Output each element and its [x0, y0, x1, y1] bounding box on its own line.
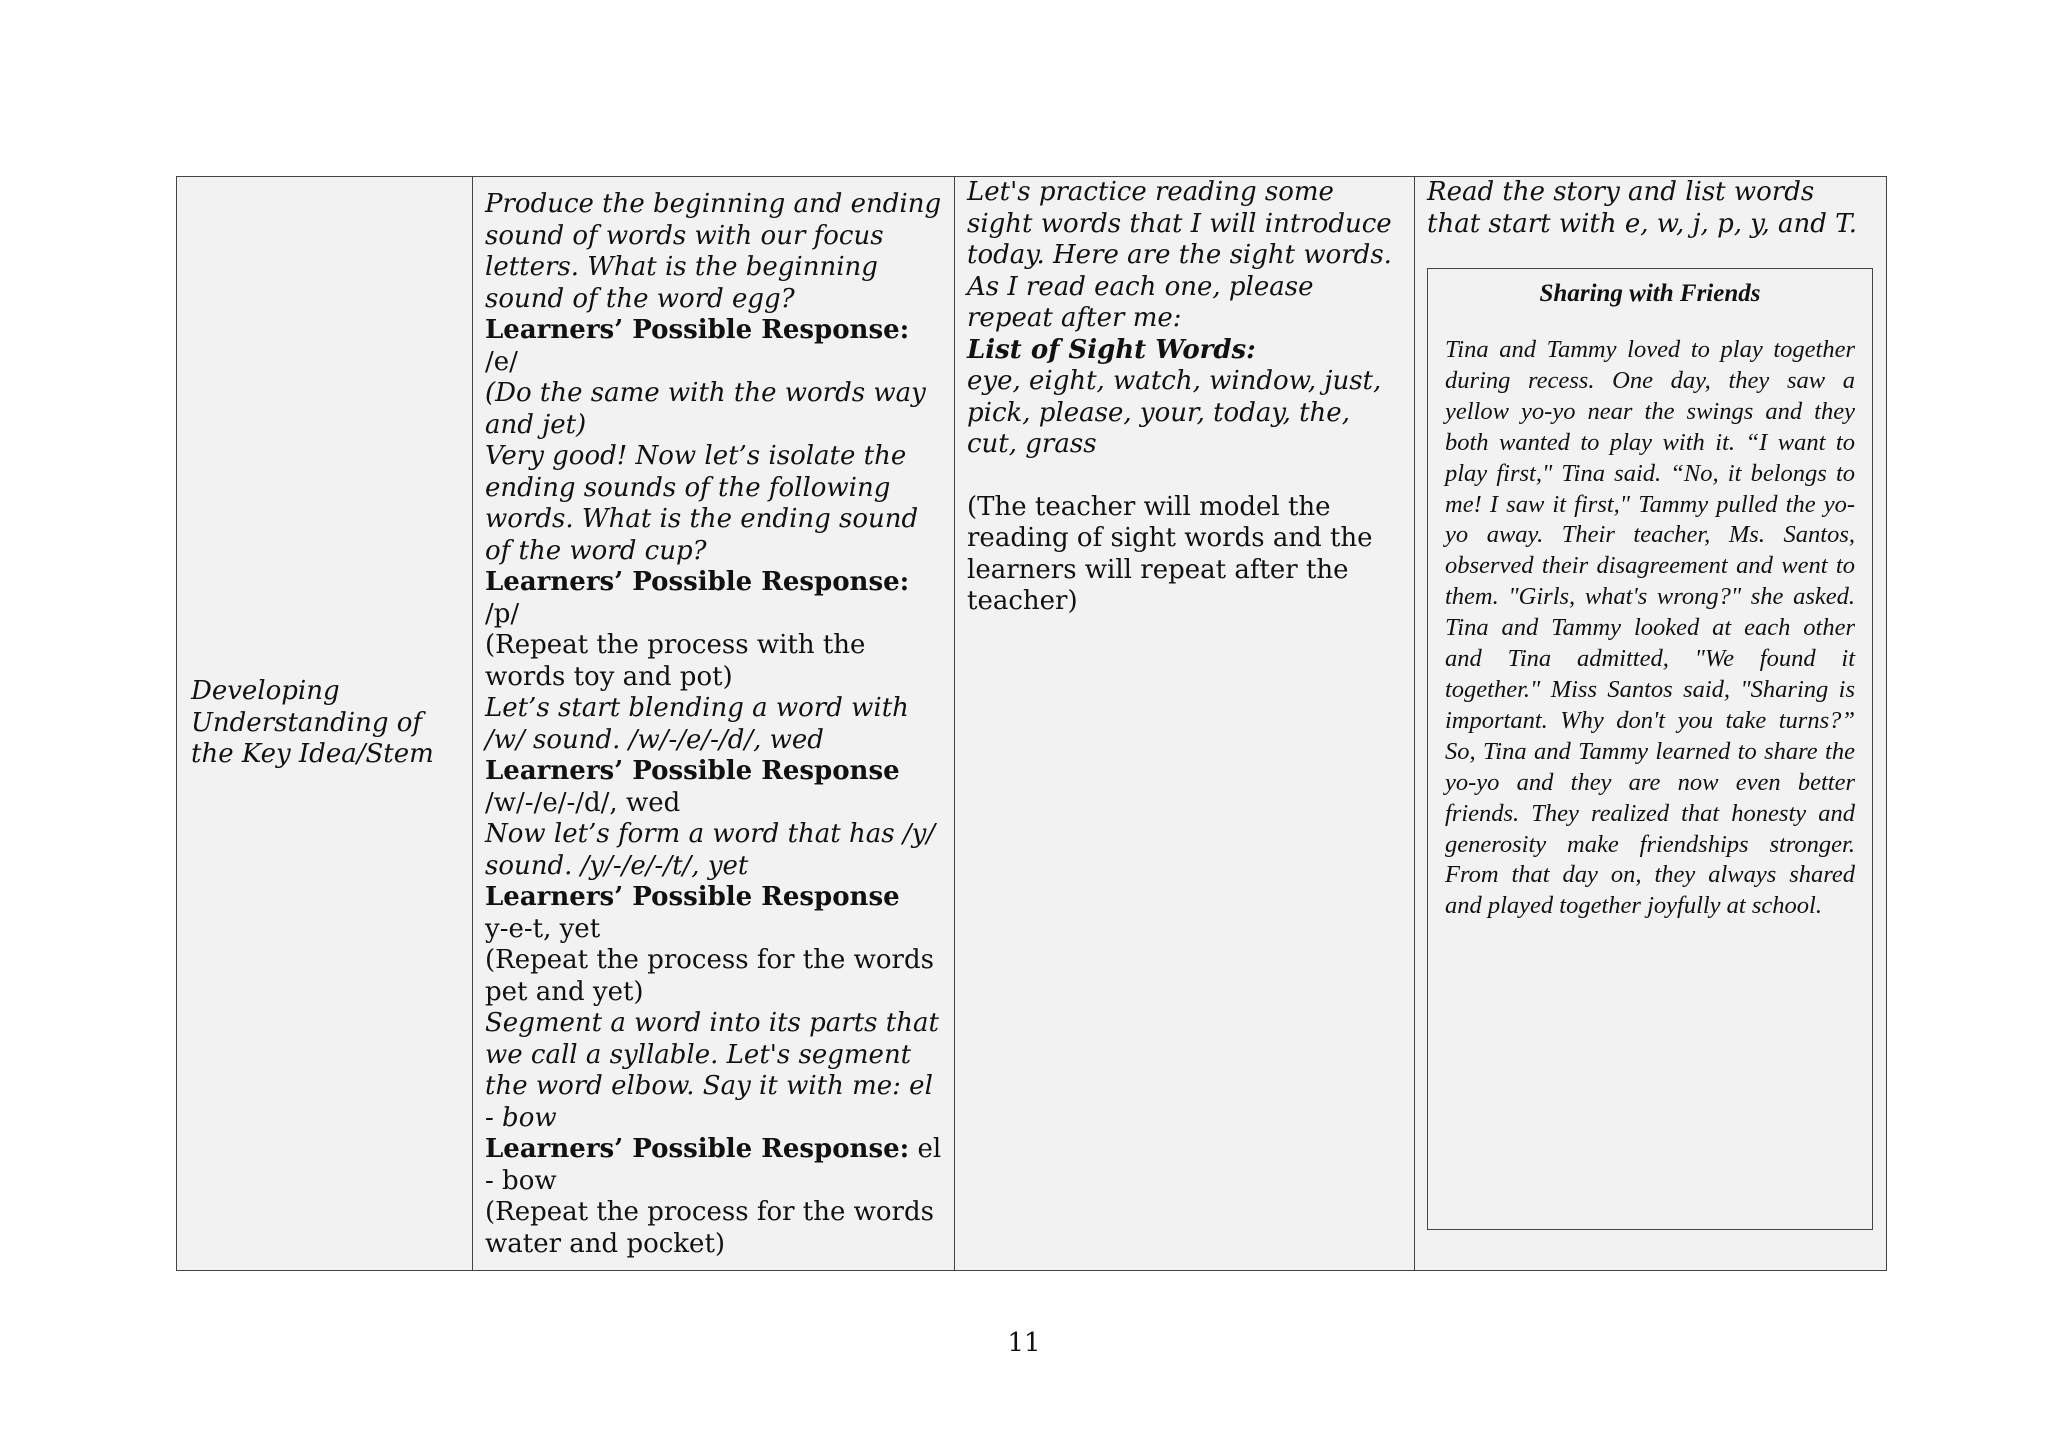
activity-line: (Repeat the process with the words toy and pot)	[485, 630, 866, 692]
response-label: Learners’ Possible Response	[485, 882, 900, 912]
sight-words-cell	[955, 177, 1415, 1271]
response-label: Learners’ Possible Response	[485, 756, 900, 786]
activity-line: Produce the beginning and ending sound of words with our focus letters. What is the beginning sound of the word egg?	[485, 189, 942, 314]
response-value: /e/	[485, 346, 518, 377]
spacer	[967, 461, 1402, 492]
story-title: Sharing with Friends	[1539, 280, 1761, 307]
activity-line	[485, 567, 942, 630]
activities-cell	[473, 177, 955, 1271]
stem-label: Developing Understanding of the Key Idea/Stem	[191, 676, 434, 770]
activity-line: /w/-/e/-/d/, wed	[485, 787, 681, 818]
response-value: el - bow	[485, 1134, 942, 1196]
page-number: 11	[1007, 1328, 1041, 1358]
activity-line: (Repeat the process for the words water and pocket)	[485, 1197, 934, 1259]
activity-line: y-e-t, yet	[485, 913, 601, 944]
sight-words-heading: List of Sight Words:	[967, 334, 1256, 365]
response-label: Learners’ Possible Response:	[485, 567, 910, 597]
story-cell	[1415, 177, 1887, 1271]
activity-line: Segment a word into its parts that we call a syllable. Let's segment the word elbow. Say it with me: el - bow	[485, 1008, 939, 1133]
activity-line: Now let’s form a word that has /y/ sound. /y/-/e/-/t/, yet	[485, 819, 936, 881]
sight-words-intro: Let's practice reading some sight words that I will introduce today. Here are the sight words. As I read each one, please repeat after me:	[967, 177, 1392, 333]
stem-label-cell	[177, 177, 473, 1271]
table-row	[177, 177, 1887, 1271]
sight-words-list: eye, eight, watch, window, just, pick, please, your, today, the, cut, grass	[967, 366, 1382, 459]
story-box	[1427, 268, 1873, 1230]
activity-line	[485, 882, 942, 914]
response-label: Learners’ Possible Response:	[485, 315, 910, 345]
activity-line: (Repeat the process for the words pet and yet)	[485, 945, 934, 1007]
story-text: Tina and Tammy loved to play together during recess. One day, they saw a yellow yo-yo near the swings and they both wanted to play with it. “I want to play first," Tina said. “No, it belongs to me! I saw it first," Tammy pulled the yo-yo away. Their teacher, Ms. Santos, observed their disagreement and went to them. "Girls, what's wrong?" she asked. Tina and Tammy looked at each other and Tina admitted, "We found it together." Miss Santos said, "Sharing is important. Why don't you take turns?” So, Tina and Tammy learned to share the yo-yo and they are now even better friends. They realized that honesty and generosity make friendships stronger. From that day on, they always shared and played together joyfully at school.	[1445, 336, 1855, 920]
response-value: /p/	[485, 598, 520, 629]
activity-line: Let’s start blending a word with /w/ sound. /w/-/e/-/d/, wed	[485, 693, 909, 755]
activities-content	[485, 189, 942, 1260]
lesson-plan-table	[176, 176, 1887, 1271]
activity-line	[485, 315, 942, 378]
activity-line	[485, 756, 942, 788]
story-instruction: Read the story and list words that start with e, w, j, p, y, and T.	[1427, 177, 1857, 239]
activity-line	[485, 1134, 942, 1197]
response-label: Learners’ Possible Response:	[485, 1134, 910, 1164]
teacher-note: (The teacher will model the reading of sight words and the learners will repeat after the teacher)	[967, 491, 1373, 616]
activity-line: (Do the same with the words way and jet)	[485, 378, 926, 440]
activity-line: Very good! Now let’s isolate the ending sounds of the following words. What is the ending sound of the word cup?	[485, 441, 919, 566]
